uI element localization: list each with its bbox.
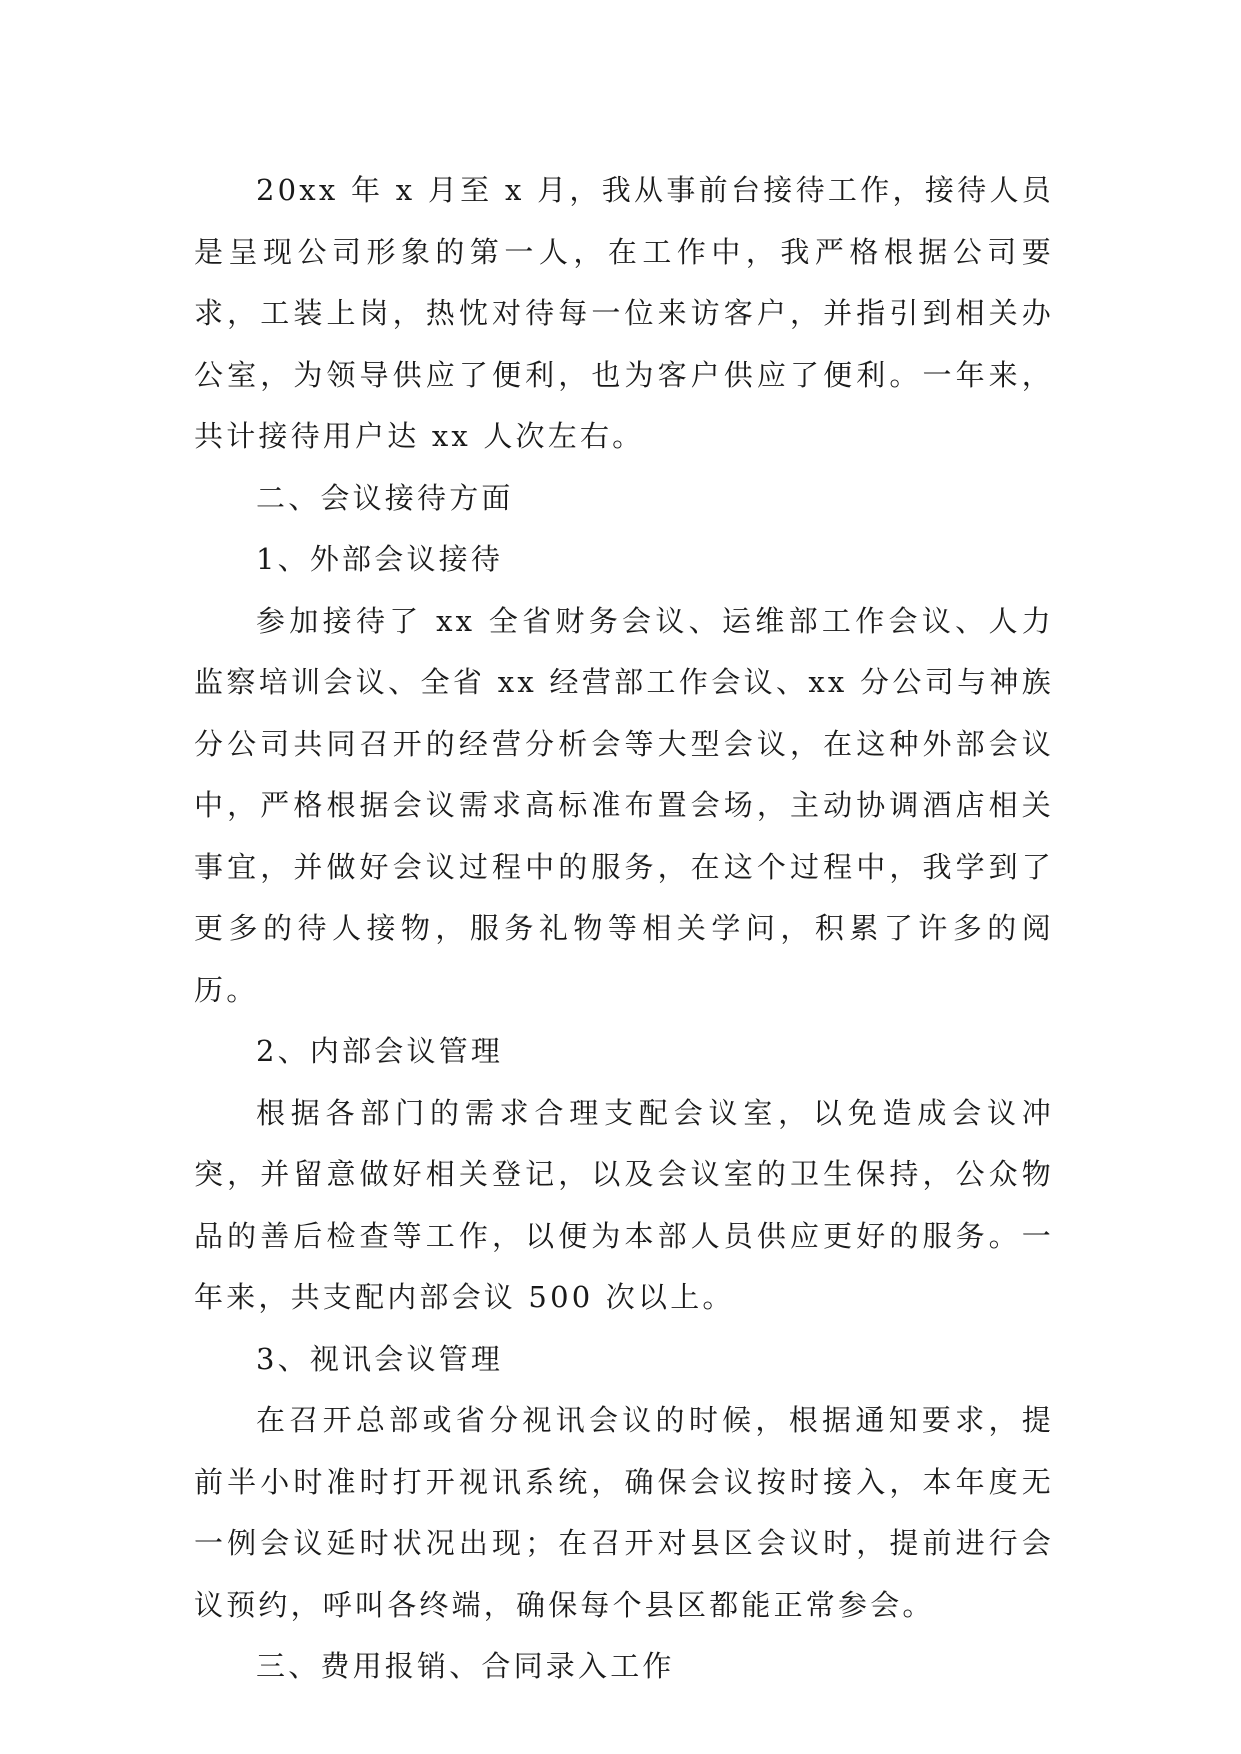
heading-external-meetings: 1、外部会议接待 (256, 542, 504, 576)
heading-video-meetings: 3、视讯会议管理 (256, 1341, 504, 1376)
paragraph-internal-meetings: 根据各部门的需求合理支配会议室，以免造成会议冲突，并留意做好相关登记，以及会议室的卫生保持，公众物品的善后检查等工作，以便为本部人员供应更好的服务。一年来，共支配内部会议 500 次以上。 (194, 1095, 1054, 1314)
paragraph-video-meetings: 在召开总部或省分视讯会议的时候，根据通知要求，提前半小时准时打开视讯系统，确保会议按时接入，本年度无一例会议延时状况出现；在召开对县区会议时，提前进行会议预约，呼叫各终端，确保每个县区都能正常参会。 (194, 1403, 1054, 1622)
heading-expenses-contracts: 三、费用报销、合同录入工作 (256, 1649, 675, 1683)
paragraph-reception: 20xx 年 x 月至 x 月，我从事前台接待工作，接待人员是呈现公司形象的第一人，在工作中，我严格根据公司要求，工装上岗，热忱对待每一位来访客户，并指引到相关办公室，为领导供应了便利，也为客户供应了便利。一年来，共计接待用户达 xx 人次左右。 (194, 173, 1054, 453)
document-body (194, 160, 1054, 1698)
heading-internal-meetings: 2、内部会议管理 (256, 1034, 504, 1068)
heading-meeting-reception: 二、会议接待方面 (256, 480, 514, 515)
paragraph-external-meetings: 参加接待了 xx 全省财务会议、运维部工作会议、人力监察培训会议、全省 xx 经营部工作会议、xx 分公司与神族分公司共同召开的经营分析会等大型会议，在这种外部会议中，严格根据会议需求高标准布置会场，主动协调酒店相关事宜，并做好会议过程中的服务，在这个过程中，我学到了更多的待人接物，服务礼物等相关学问，积累了许多的阅历。 (194, 603, 1054, 1007)
